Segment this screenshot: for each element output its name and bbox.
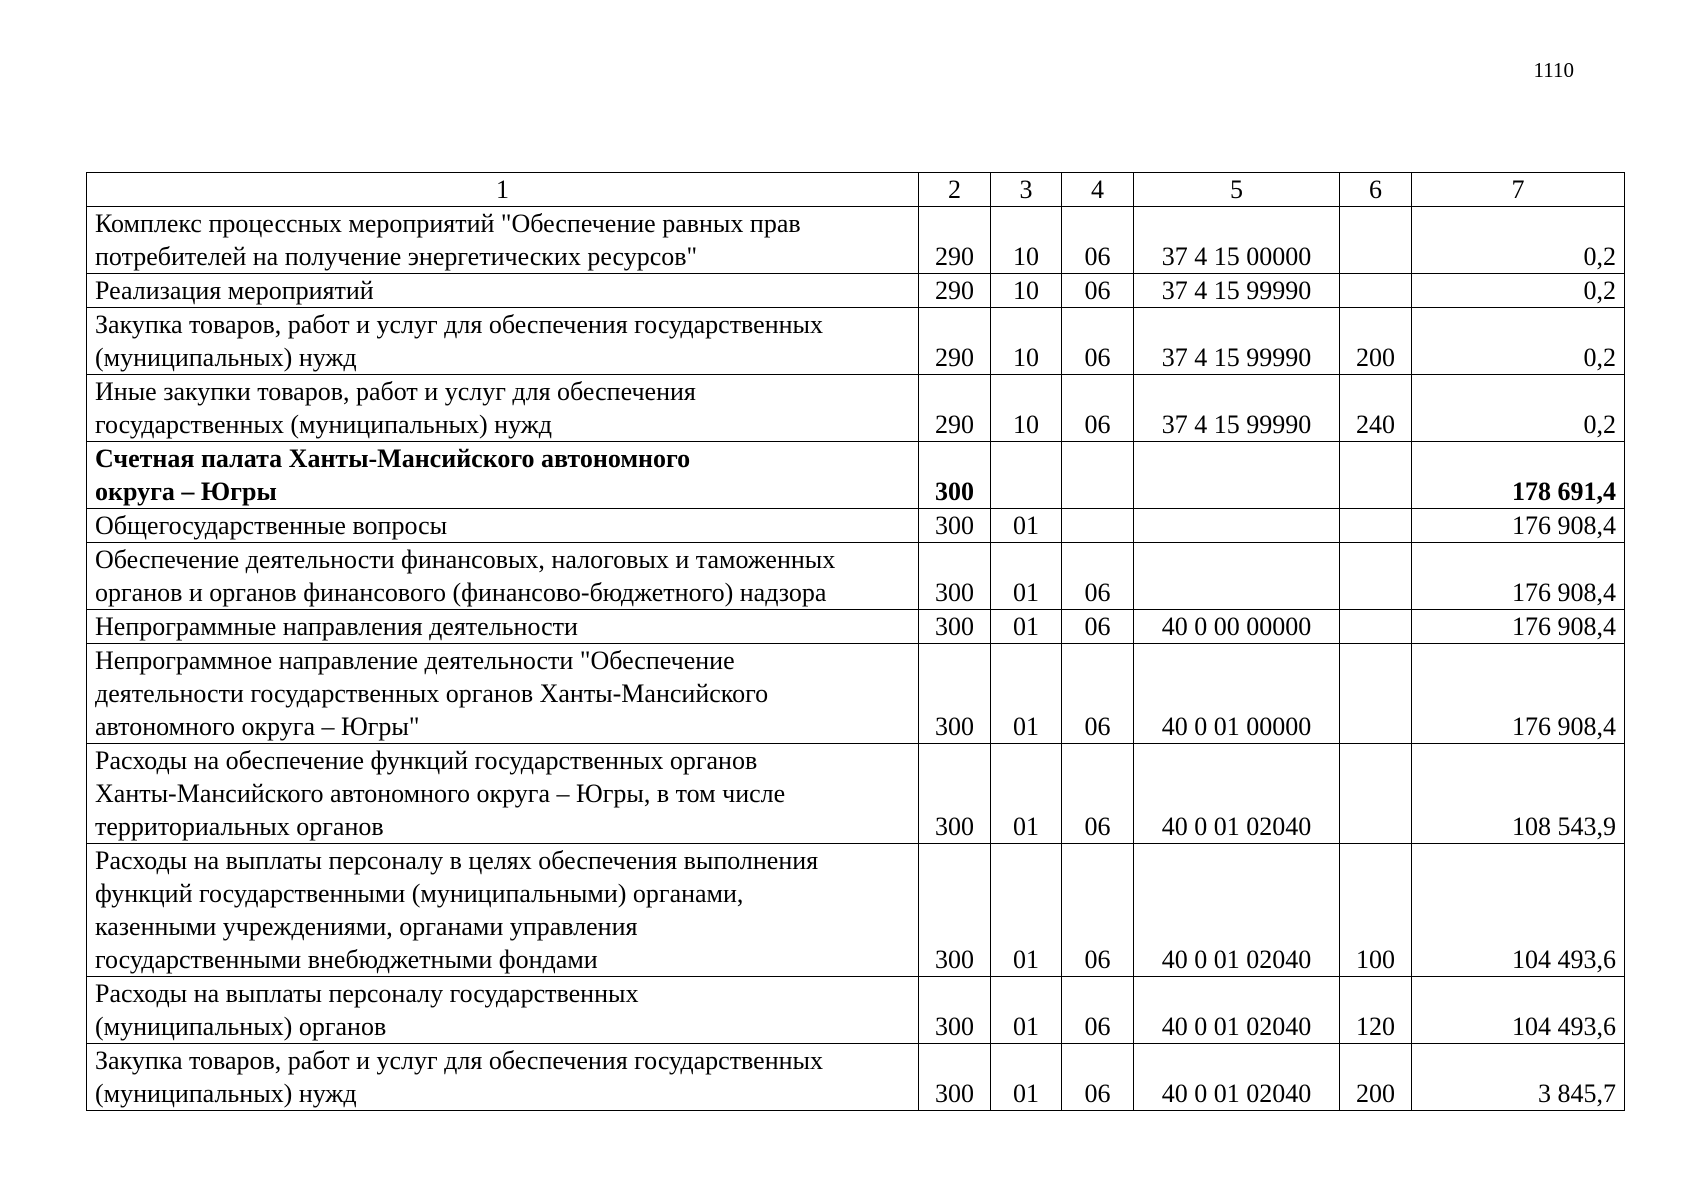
amount-cell: 178 691,4 — [1412, 442, 1625, 509]
row-name-cell — [87, 442, 919, 509]
header-cell: 4 — [1062, 173, 1134, 207]
amount-cell: 108 543,9 — [1412, 744, 1625, 844]
row-name-line: Общегосударственные вопросы — [95, 511, 448, 540]
admin-code-cell: 290 — [919, 308, 991, 375]
row-name-line: потребителей на получение энергетических ресурсов" — [95, 242, 698, 271]
row-name-line: Расходы на выплаты персоналу государственных — [95, 979, 639, 1008]
section-code-cell: 10 — [991, 274, 1062, 308]
amount-cell: 176 908,4 — [1412, 610, 1625, 644]
table-row — [87, 977, 1625, 1044]
target-article-cell — [1134, 543, 1340, 610]
row-name-cell — [87, 977, 919, 1044]
row-name-cell — [87, 274, 919, 308]
target-article-cell: 40 0 00 00000 — [1134, 610, 1340, 644]
page-number: 1110 — [1533, 58, 1574, 82]
section-code-cell: 01 — [991, 977, 1062, 1044]
section-code-cell: 01 — [991, 543, 1062, 610]
amount-cell: 0,2 — [1412, 308, 1625, 375]
subsection-code-cell: 06 — [1062, 610, 1134, 644]
row-name-line: Закупка товаров, работ и услуг для обеспечения государственных — [95, 1046, 824, 1075]
header-row — [87, 173, 1625, 207]
budget-table — [86, 172, 1625, 1111]
expense-type-cell — [1340, 274, 1412, 308]
row-name-line: государственными внебюджетными фондами — [95, 945, 598, 974]
amount-cell: 176 908,4 — [1412, 509, 1625, 543]
expense-type-cell: 200 — [1340, 1044, 1412, 1111]
row-name-line: Расходы на обеспечение функций государственных органов — [95, 746, 758, 775]
section-code-cell: 01 — [991, 844, 1062, 977]
section-code-cell: 01 — [991, 509, 1062, 543]
expense-type-cell — [1340, 744, 1412, 844]
header-cell: 6 — [1340, 173, 1412, 207]
expense-type-cell — [1340, 442, 1412, 509]
admin-code-cell: 290 — [919, 274, 991, 308]
admin-code-cell: 300 — [919, 1044, 991, 1111]
row-name-cell — [87, 207, 919, 274]
table-row — [87, 1044, 1625, 1111]
section-code-cell: 01 — [991, 1044, 1062, 1111]
row-name-line: (муниципальных) нужд — [95, 1079, 357, 1108]
row-name-line: Расходы на выплаты персоналу в целях обеспечения выполнения — [95, 846, 819, 875]
table-row — [87, 844, 1625, 977]
expense-type-cell: 200 — [1340, 308, 1412, 375]
expense-type-cell — [1340, 207, 1412, 274]
subsection-code-cell: 06 — [1062, 844, 1134, 977]
amount-cell: 104 493,6 — [1412, 844, 1625, 977]
subsection-code-cell: 06 — [1062, 977, 1134, 1044]
expense-type-cell — [1340, 610, 1412, 644]
target-article-cell: 40 0 01 02040 — [1134, 1044, 1340, 1111]
section-code-cell: 01 — [991, 610, 1062, 644]
row-name-line: Непрограммное направление деятельности "Обеспечение — [95, 646, 735, 675]
target-article-cell: 37 4 15 99990 — [1134, 375, 1340, 442]
row-name-line: функций государственными (муниципальными) органами, — [95, 879, 744, 908]
row-name-cell — [87, 308, 919, 375]
section-code-cell: 10 — [991, 207, 1062, 274]
amount-cell: 0,2 — [1412, 375, 1625, 442]
target-article-cell: 37 4 15 99990 — [1134, 308, 1340, 375]
row-name-line: Закупка товаров, работ и услуг для обеспечения государственных — [95, 310, 824, 339]
row-name-line: казенными учреждениями, органами управления — [95, 912, 638, 941]
expense-type-cell: 100 — [1340, 844, 1412, 977]
section-code-cell: 10 — [991, 308, 1062, 375]
subsection-code-cell — [1062, 509, 1134, 543]
table-row — [87, 442, 1625, 509]
row-name-cell — [87, 375, 919, 442]
expense-type-cell — [1340, 644, 1412, 744]
row-name-line: деятельности государственных органов Ханты-Мансийского — [95, 679, 769, 708]
admin-code-cell: 300 — [919, 977, 991, 1044]
row-name-line: Комплекс процессных мероприятий "Обеспечение равных прав — [95, 209, 801, 238]
subsection-code-cell — [1062, 442, 1134, 509]
row-name-cell — [87, 644, 919, 744]
amount-cell: 3 845,7 — [1412, 1044, 1625, 1111]
section-code-cell — [991, 442, 1062, 509]
row-name-line: государственных (муниципальных) нужд — [95, 410, 552, 439]
row-name-line: Ханты-Мансийского автономного округа – Югры, в том числе — [95, 779, 786, 808]
subsection-code-cell: 06 — [1062, 375, 1134, 442]
admin-code-cell: 300 — [919, 543, 991, 610]
admin-code-cell: 300 — [919, 744, 991, 844]
table-row — [87, 375, 1625, 442]
row-name-line: автономного округа – Югры" — [95, 712, 420, 741]
admin-code-cell: 290 — [919, 375, 991, 442]
target-article-cell: 37 4 15 99990 — [1134, 274, 1340, 308]
target-article-cell: 37 4 15 00000 — [1134, 207, 1340, 274]
subsection-code-cell: 06 — [1062, 543, 1134, 610]
admin-code-cell: 300 — [919, 442, 991, 509]
target-article-cell — [1134, 442, 1340, 509]
table-row — [87, 543, 1625, 610]
subsection-code-cell: 06 — [1062, 308, 1134, 375]
header-cell: 5 — [1134, 173, 1340, 207]
header-cell: 2 — [919, 173, 991, 207]
table-row — [87, 207, 1625, 274]
section-code-cell: 01 — [991, 744, 1062, 844]
subsection-code-cell: 06 — [1062, 644, 1134, 744]
table-row — [87, 308, 1625, 375]
subsection-code-cell: 06 — [1062, 274, 1134, 308]
admin-code-cell: 300 — [919, 844, 991, 977]
header-cell: 3 — [991, 173, 1062, 207]
table-row — [87, 509, 1625, 543]
row-name-line: Обеспечение деятельности финансовых, налоговых и таможенных — [95, 545, 836, 574]
row-name-line: Счетная палата Ханты-Мансийского автономного — [95, 444, 691, 473]
row-name-cell — [87, 744, 919, 844]
target-article-cell: 40 0 01 02040 — [1134, 977, 1340, 1044]
target-article-cell: 40 0 01 02040 — [1134, 744, 1340, 844]
admin-code-cell: 300 — [919, 644, 991, 744]
subsection-code-cell: 06 — [1062, 1044, 1134, 1111]
row-name-line: Реализация мероприятий — [95, 276, 374, 305]
amount-cell: 104 493,6 — [1412, 977, 1625, 1044]
admin-code-cell: 300 — [919, 509, 991, 543]
table-row — [87, 644, 1625, 744]
row-name-line: органов и органов финансового (финансово-бюджетного) надзора — [95, 578, 827, 607]
row-name-line: Иные закупки товаров, работ и услуг для обеспечения — [95, 377, 696, 406]
header-cell: 7 — [1412, 173, 1625, 207]
expense-type-cell — [1340, 543, 1412, 610]
row-name-line: (муниципальных) нужд — [95, 343, 357, 372]
row-name-line: Непрограммные направления деятельности — [95, 612, 578, 641]
row-name-cell — [87, 509, 919, 543]
row-name-cell — [87, 844, 919, 977]
row-name-cell — [87, 610, 919, 644]
table-body — [87, 207, 1625, 1111]
row-name-line: территориальных органов — [95, 812, 384, 841]
table-row — [87, 744, 1625, 844]
header-cell: 1 — [87, 173, 919, 207]
section-code-cell: 01 — [991, 644, 1062, 744]
expense-type-cell: 120 — [1340, 977, 1412, 1044]
expense-type-cell: 240 — [1340, 375, 1412, 442]
amount-cell: 176 908,4 — [1412, 644, 1625, 744]
row-name-line: (муниципальных) органов — [95, 1012, 387, 1041]
table-row — [87, 274, 1625, 308]
row-name-cell — [87, 543, 919, 610]
admin-code-cell: 300 — [919, 610, 991, 644]
row-name-line: округа – Югры — [95, 477, 277, 506]
admin-code-cell: 290 — [919, 207, 991, 274]
subsection-code-cell: 06 — [1062, 207, 1134, 274]
target-article-cell: 40 0 01 00000 — [1134, 644, 1340, 744]
row-name-cell — [87, 1044, 919, 1111]
section-code-cell: 10 — [991, 375, 1062, 442]
subsection-code-cell: 06 — [1062, 744, 1134, 844]
target-article-cell: 40 0 01 02040 — [1134, 844, 1340, 977]
expense-type-cell — [1340, 509, 1412, 543]
amount-cell: 176 908,4 — [1412, 543, 1625, 610]
amount-cell: 0,2 — [1412, 274, 1625, 308]
amount-cell: 0,2 — [1412, 207, 1625, 274]
table-row — [87, 610, 1625, 644]
target-article-cell — [1134, 509, 1340, 543]
